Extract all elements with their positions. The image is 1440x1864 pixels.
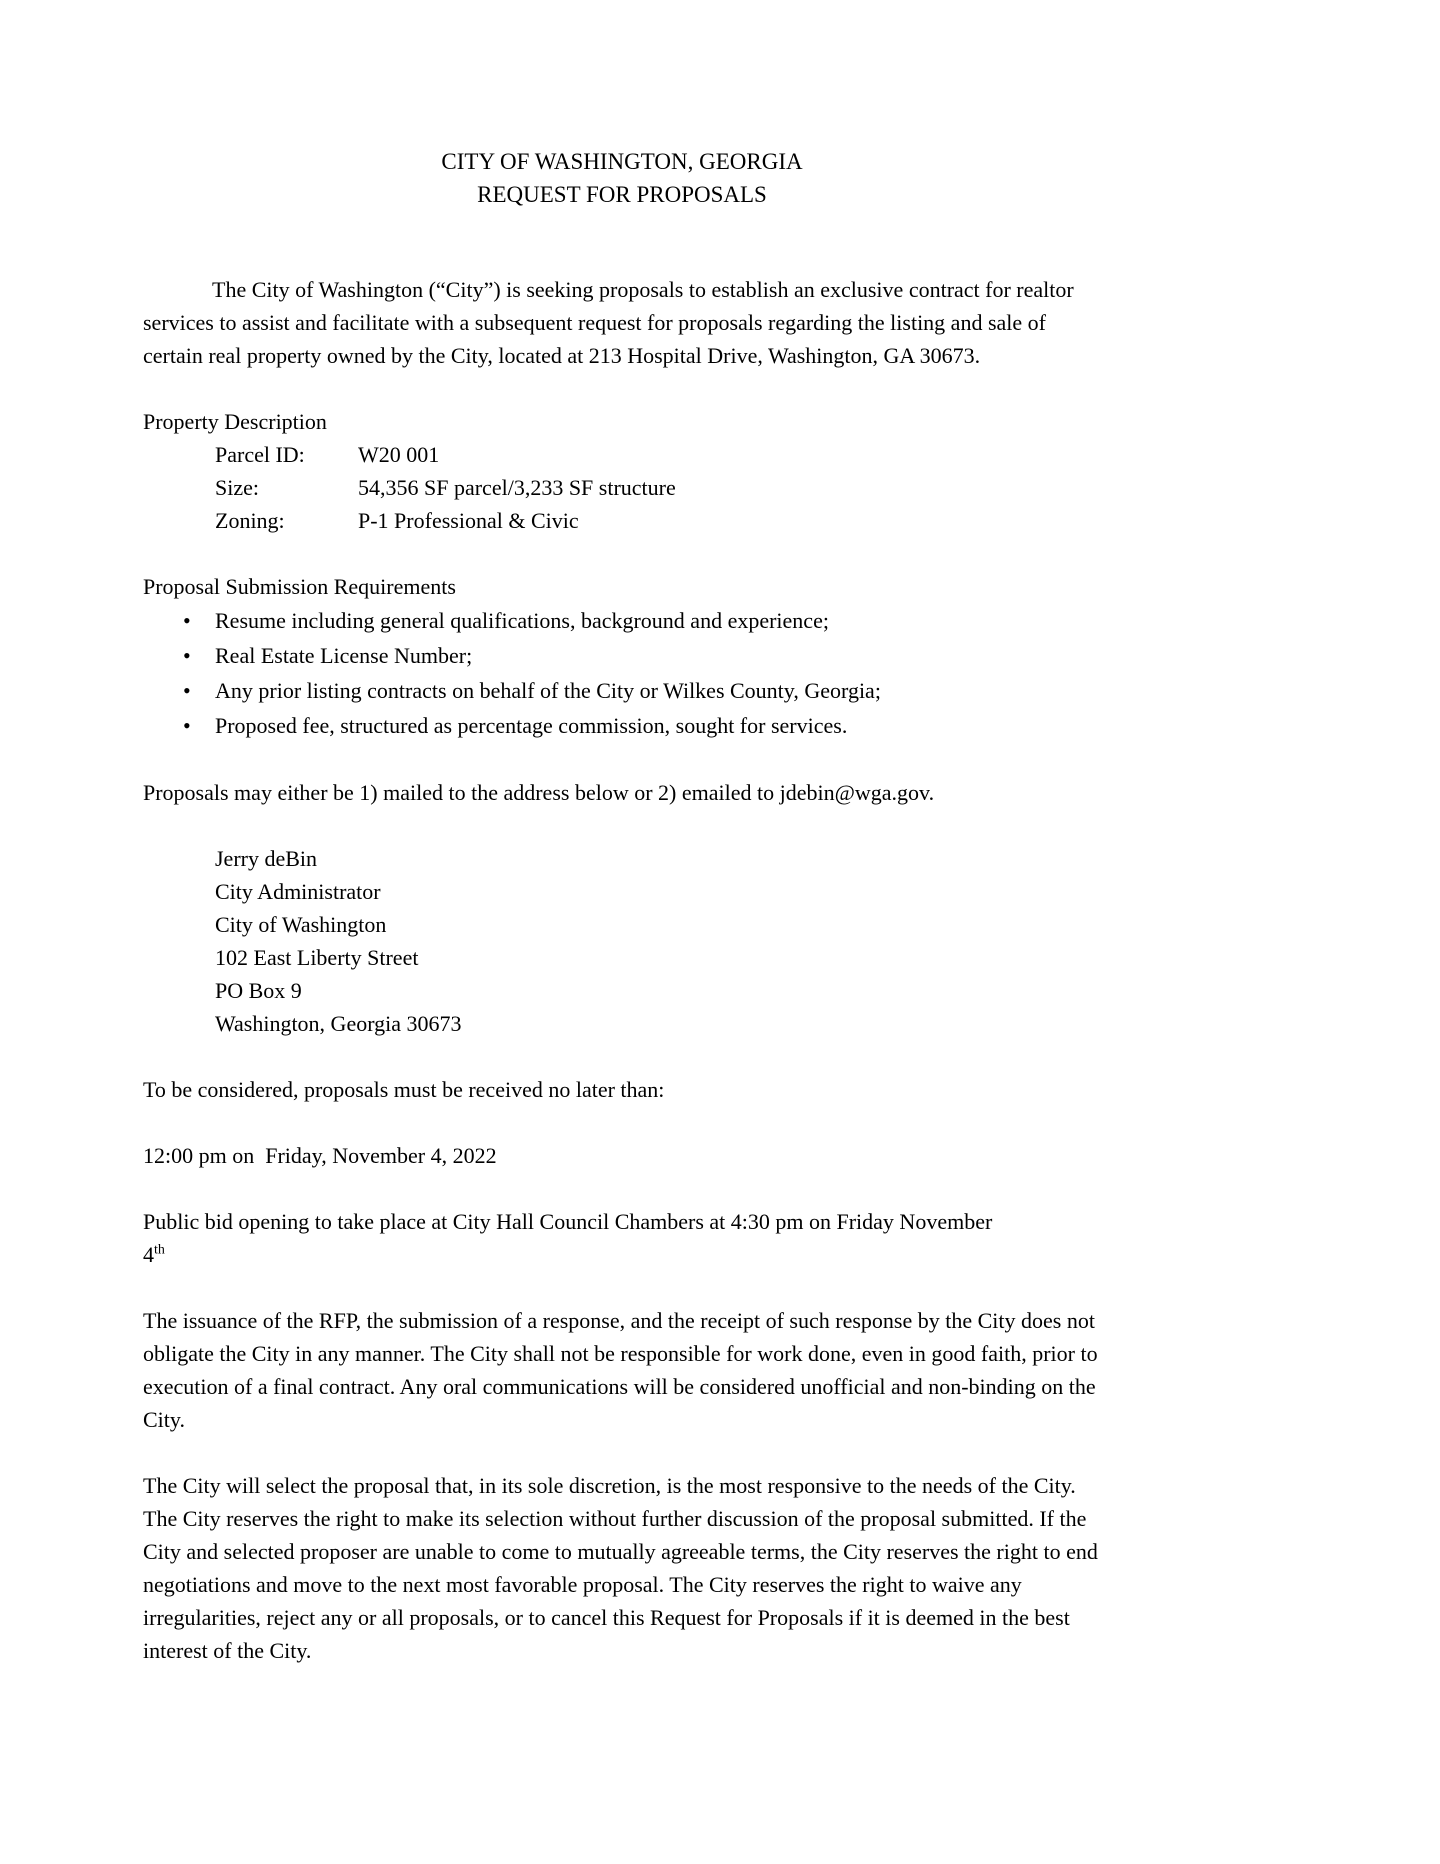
address-org: City of Washington	[215, 912, 387, 937]
address-po-box: PO Box 9	[215, 978, 302, 1003]
requirement-item-resume	[143, 603, 1101, 638]
title-line-2: REQUEST FOR PROPOSALS	[477, 182, 767, 207]
property-row-parcel-id	[143, 438, 1101, 471]
requirement-item-license	[143, 638, 1101, 673]
deadline-intro-paragraph: To be considered, proposals must be received no later than:	[143, 1077, 665, 1102]
requirement-text: Proposed fee, structured as percentage commission, sought for services.	[215, 713, 848, 738]
address-name: Jerry deBin	[215, 846, 318, 871]
requirement-item-prior-contracts	[143, 673, 1101, 708]
address-street: 102 East Liberty Street	[215, 945, 419, 970]
requirement-item-proposed-fee	[143, 708, 1101, 743]
parcel-id-value: W20 001	[358, 442, 440, 467]
intro-paragraph: The City of Washington (“City”) is seeking proposals to establish an exclusive contract for realtor services to assist and facilitate with a subsequent request for proposals regarding the listing and sale of certain real property owned by the City, located at 213 Hospital Drive, Washington, GA 30673.	[143, 277, 1074, 368]
zoning-label: Zoning:	[215, 508, 285, 533]
property-row-size	[143, 471, 1101, 504]
bullet-icon: •	[183, 643, 191, 668]
mailing-address-block	[143, 842, 1101, 1040]
address-title: City Administrator	[215, 879, 381, 904]
submission-requirements-section	[143, 570, 1101, 743]
property-description-section	[143, 405, 1101, 537]
size-value: 54,356 SF parcel/3,233 SF structure	[358, 475, 676, 500]
document-page	[143, 145, 1101, 1700]
requirement-text: Any prior listing contracts on behalf of the City or Wilkes County, Georgia;	[215, 678, 881, 703]
bid-opening-day: 4	[143, 1242, 154, 1267]
size-label: Size:	[215, 475, 259, 500]
bid-opening-ordinal: th	[154, 1242, 165, 1258]
bullet-icon: •	[183, 678, 191, 703]
bullet-icon: •	[183, 608, 191, 633]
property-row-zoning	[143, 504, 1101, 537]
bid-opening-text: Public bid opening to take place at City Hall Council Chambers at 4:30 pm on Friday November	[143, 1209, 993, 1234]
selection-paragraph: The City will select the proposal that, in its sole discretion, is the most responsive to the needs of the City. The City reserves the right to make its selection without further discussion of the proposal submitted. If the City and selected proposer are unable to come to mutually agreeable terms, the City reserves the right to end negotiations and move to the next most favorable proposal. The City reserves the right to waive any irregularities, reject any or all proposals, or to cancel this Request for Proposals if it is deemed in the best interest of the City.	[143, 1473, 1098, 1663]
address-city-state-zip: Washington, Georgia 30673	[215, 1011, 462, 1036]
submission-requirements-heading: Proposal Submission Requirements	[143, 574, 456, 599]
issuance-paragraph: The issuance of the RFP, the submission of a response, and the receipt of such response by the City does not obligate the City in any manner. The City shall not be responsible for work done, even in good faith, prior to execution of a final contract. Any oral communications will be considered unofficial and non-binding on the City.	[143, 1308, 1098, 1432]
property-description-heading: Property Description	[143, 409, 327, 434]
requirement-text: Resume including general qualifications, background and experience;	[215, 608, 829, 633]
submission-methods-paragraph: Proposals may either be 1) mailed to the address below or 2) emailed to jdebin@wga.gov.	[143, 780, 935, 805]
requirement-text: Real Estate License Number;	[215, 643, 473, 668]
zoning-value: P-1 Professional & Civic	[358, 508, 579, 533]
title-line-1: CITY OF WASHINGTON, GEORGIA	[441, 149, 803, 174]
bullet-icon: •	[183, 713, 191, 738]
deadline-value: 12:00 pm on Friday, November 4, 2022	[143, 1143, 497, 1168]
parcel-id-label: Parcel ID:	[215, 442, 305, 467]
bid-opening-paragraph	[143, 1205, 1101, 1271]
document-title	[143, 145, 1101, 211]
